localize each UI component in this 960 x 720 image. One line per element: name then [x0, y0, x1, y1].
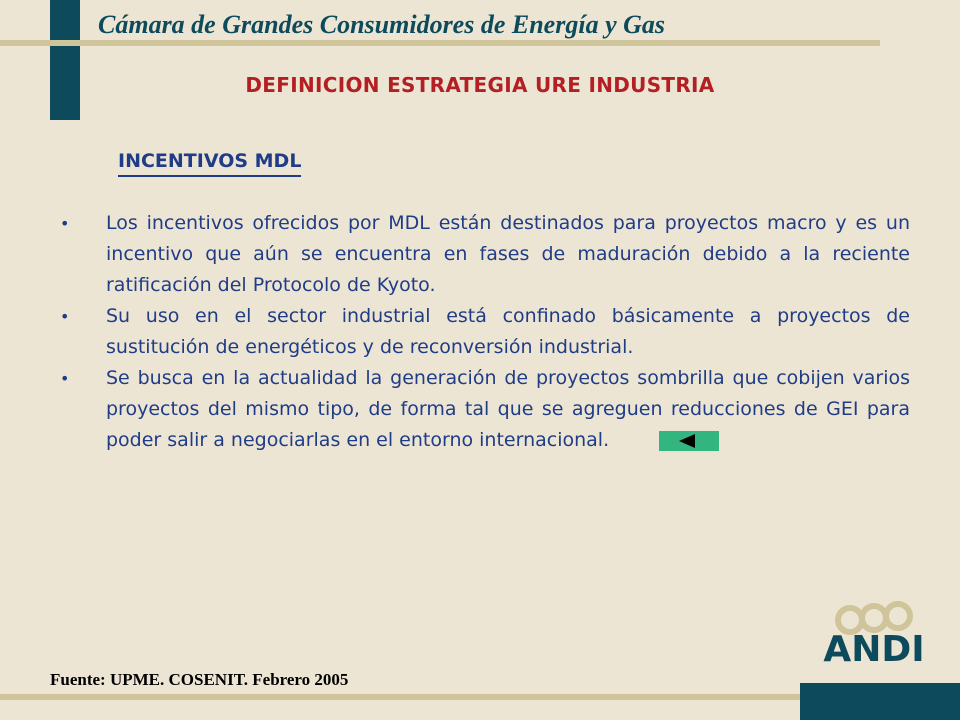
- back-button[interactable]: [659, 431, 719, 451]
- bullet-text: Los incentivos ofrecidos por MDL están destinados para proyectos macro y es un incentivo que aún se encuentra en fases de maduración debido a la reciente ratificación del Protocolo de Kyoto.: [106, 212, 910, 296]
- page-title: Cámara de Grandes Consumidores de Energía y Gas: [98, 10, 665, 39]
- logo-wordmark: ANDI: [823, 629, 925, 670]
- source-note: Fuente: UPME. COSENIT. Febrero 2005: [50, 670, 349, 689]
- bullet-marker: •: [60, 307, 70, 326]
- bullet-item: [60, 208, 910, 301]
- bullet-marker: •: [60, 214, 70, 233]
- bullet-item: [60, 301, 910, 363]
- bullet-text: Se busca en la actualidad la generación de proyectos sombrilla que cobijen varios proyectos del mismo tipo, de forma tal que se agreguen reducciones de GEI para poder salir a negociarlas en el entorno internacional.: [106, 367, 910, 451]
- bullet-marker: •: [60, 369, 70, 388]
- slide-subtitle: DEFINICION ESTRATEGIA URE INDUSTRIA: [245, 73, 715, 97]
- triangle-left-icon: [679, 434, 695, 448]
- bottom-accent-block: [800, 683, 960, 720]
- bullet-item: [60, 363, 910, 456]
- bullet-list: [60, 208, 910, 456]
- left-accent-bar: [50, 0, 80, 120]
- bullet-text: Su uso en el sector industrial está confinado básicamente a proyectos de sustitución de energéticos y de reconversión industrial.: [106, 305, 910, 358]
- andi-logo: [812, 598, 936, 676]
- bottom-divider: [0, 694, 800, 700]
- top-divider: [0, 40, 880, 46]
- section-heading: INCENTIVOS MDL: [118, 150, 301, 177]
